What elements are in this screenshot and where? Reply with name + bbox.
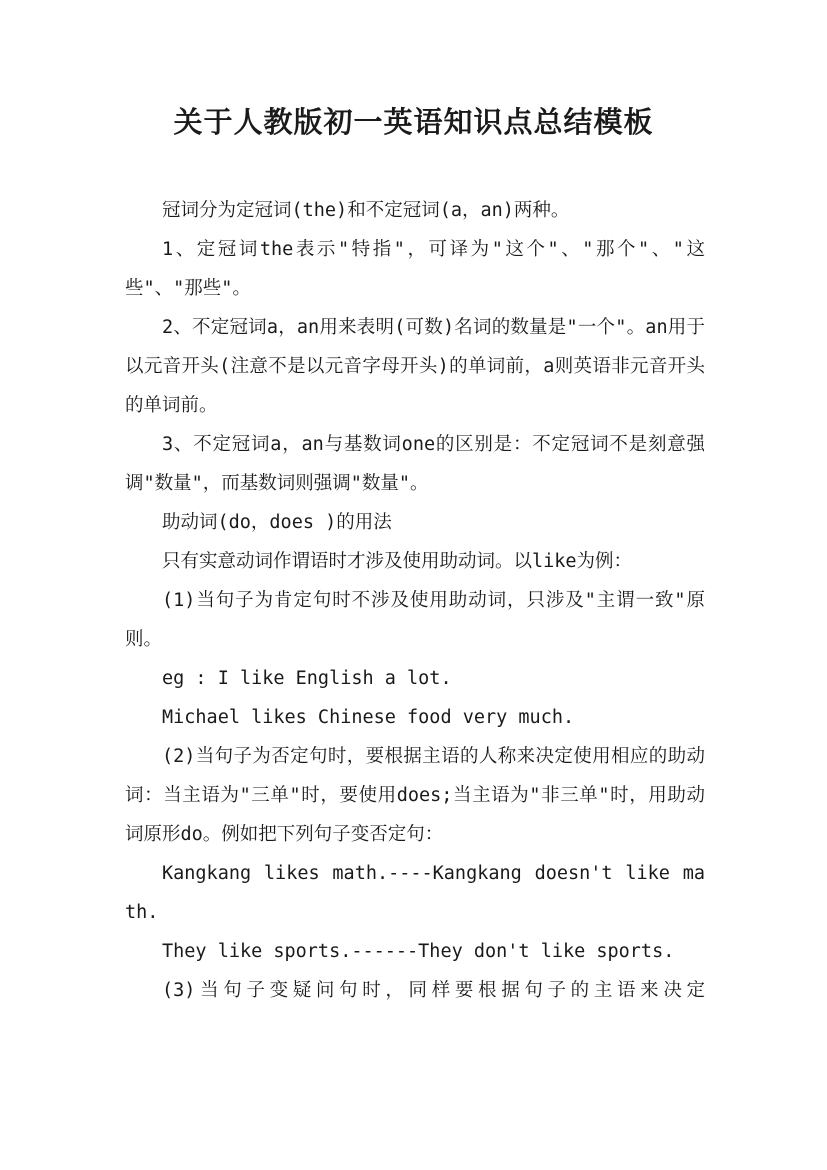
- paragraph-rule-2: (2)当句子为否定句时，要根据主语的人称来决定使用相应的助动词：当主语为"三单"时，要使用does;当主语为"非三单"时，用助动词原形do。例如把下列句子变否定句：: [125, 746, 705, 845]
- paragraph-article-vs-one: 3、不定冠词a，an与基数词one的区别是：不定冠词不是刻意强调"数量"，而基数词则强调"数量"。: [125, 434, 705, 494]
- paragraph-example-2: Michael likes Chinese food very much.: [162, 707, 575, 728]
- paragraph-rule-3: (3)当句子变疑问句时，同样要根据句子的主语来决定: [162, 980, 705, 1001]
- paragraph-auxiliary-heading: 助动词(do，does )的用法: [162, 512, 392, 533]
- paragraph-indefinite-article: 2、不定冠词a，an用来表明(可数)名词的数量是"一个"。an用于以元音开头(注意不是以元音字母开头)的单词前，a则英语非元音开头的单词前。: [125, 317, 705, 416]
- paragraph-example-1: eg : I like English a lot.: [162, 668, 452, 689]
- paragraph-rule-1: (1)当句子为肯定句时不涉及使用助动词，只涉及"主谓一致"原则。: [125, 590, 705, 650]
- document-body: [125, 191, 705, 1010]
- paragraph-definite-article: 1、定冠词the表示"特指"，可译为"这个"、"那个"、"这些"、"那些"。: [125, 239, 705, 299]
- paragraph-example-4: They like sports.------They don't like sports.: [162, 941, 675, 962]
- paragraph-auxiliary-intro: 只有实意动词作谓语时才涉及使用助动词。以like为例：: [162, 551, 633, 572]
- document-title: 关于人教版初一英语知识点总结模板: [173, 105, 654, 139]
- paragraph-articles-intro: 冠词分为定冠词(the)和不定冠词(a，an)两种。: [162, 200, 570, 221]
- paragraph-example-3: Kangkang likes math.----Kangkang doesn't like math.: [125, 863, 705, 923]
